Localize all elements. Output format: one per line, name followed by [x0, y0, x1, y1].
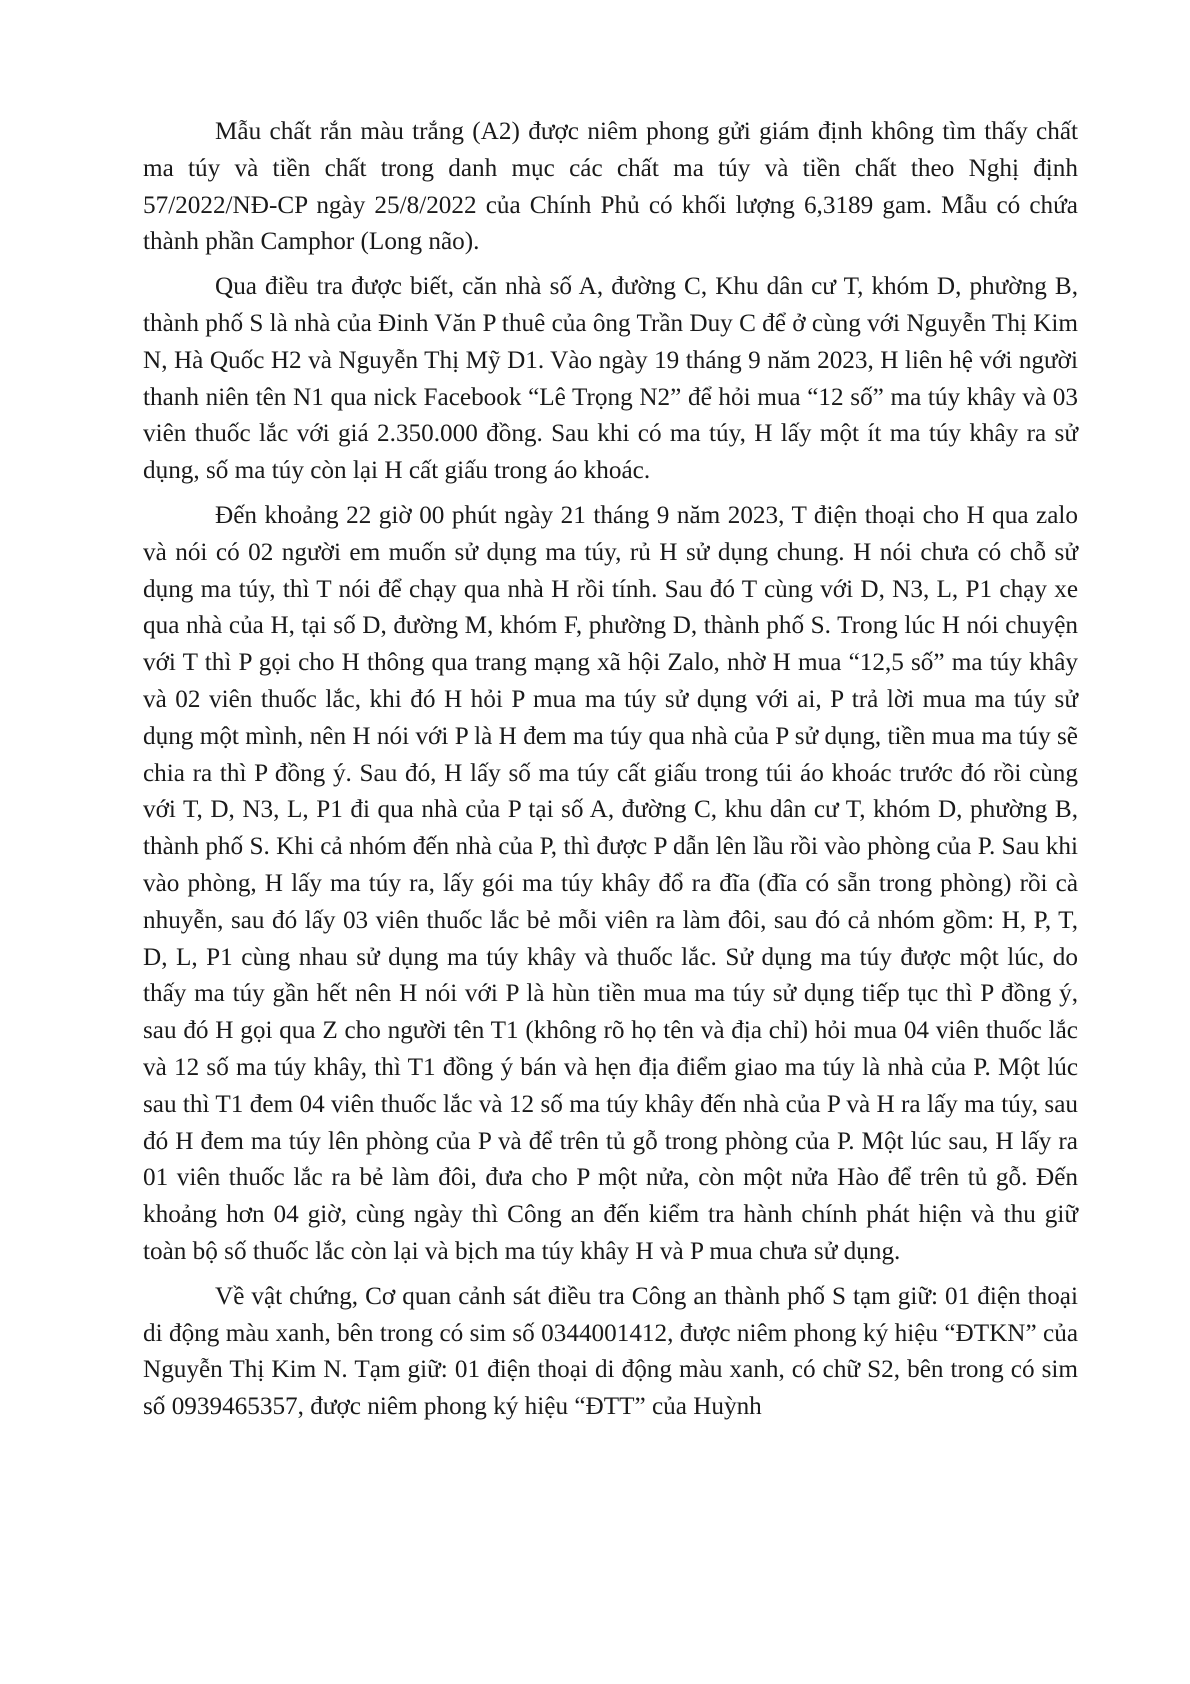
paragraph-incident-details: Đến khoảng 22 giờ 00 phút ngày 21 tháng 9 năm 2023, T điện thoại cho H qua zalo và nói có 02 người em muốn sử dụng ma túy, rủ H sử dụng chung. H nói chưa có chỗ sử dụng ma túy, thì T nói để chạy qua nhà H rồi tính. Sau đó T cùng với D, N3, L, P1 chạy xe qua nhà của H, tại số D, đường M, khóm F, phường D, thành phố S. Trong lúc H nói chuyện với T thì P gọi cho H thông qua trang mạng xã hội Zalo, nhờ H mua “12,5 số” ma túy khây và 02 viên thuốc lắc, khi đó H hỏi P mua ma túy sử dụng với ai, P trả lời mua ma túy sử dụng một mình, nên H nói với P là H đem ma túy qua nhà của P sử dụng, tiền mua ma túy sẽ chia ra thì P đồng ý. Sau đó, H lấy số ma túy cất giấu trong túi áo khoác trước đó rồi cùng với T, D, N3, L, P1 đi qua nhà của P tại số A, đường C, khu dân cư T, khóm D, phường B, thành phố S. Khi cả nhóm đến nhà của P, thì được P dẫn lên lầu rồi vào phòng của P. Sau khi vào phòng, H lấy ma túy ra, lấy gói ma túy khây đổ ra đĩa (đĩa có sẵn trong phòng) rồi cà nhuyễn, sau đó lấy 03 viên thuốc lắc bẻ mỗi viên ra làm đôi, sau đó cả nhóm gồm: H, P, T, D, L, P1 cùng nhau sử dụng ma túy khây và thuốc lắc. Sử dụng ma túy được một lúc, do thấy ma túy gần hết nên H nói với P là hùn tiền mua ma túy sử dụng tiếp tục thì P đồng ý, sau đó H gọi qua Z cho người tên T1 (không rõ họ tên và địa chỉ) hỏi mua 04 viên thuốc lắc và 12 số ma túy khây, thì T1 đồng ý bán và hẹn địa điểm giao ma túy là nhà của P. Một lúc sau thì T1 đem 04 viên thuốc lắc và 12 số ma túy khây đến nhà của P và H ra lấy ma túy, sau đó H đem ma túy lên phòng của P và để trên tủ gỗ trong phòng của P. Một lúc sau, H lấy ra 01 viên thuốc lắc ra bẻ làm đôi, đưa cho P một nửa, còn một nửa Hào để trên tủ gỗ. Đến khoảng hơn 04 giờ, cùng ngày thì Công an đến kiểm tra hành chính phát hiện và thu giữ toàn bộ số thuốc lắc còn lại và bịch ma túy khây H và P mua chưa sử dụng.: [143, 501, 1078, 1265]
paragraph-evidence: Về vật chứng, Cơ quan cảnh sát điều tra Công an thành phố S tạm giữ: 01 điện thoại di động màu xanh, bên trong có sim số 0344001412, được niêm phong ký hiệu “ĐTKN” của Nguyễn Thị Kim N. Tạm giữ: 01 điện thoại di động màu xanh, có chữ S2, bên trong có sim số 0939465357, được niêm phong ký hiệu “ĐTT” của Huỳnh: [143, 1282, 1078, 1421]
paragraph-sample-result: Mẫu chất rắn màu trắng (A2) được niêm phong gửi giám định không tìm thấy chất ma túy và tiền chất trong danh mục các chất ma túy và tiền chất theo Nghị định 57/2022/NĐ-CP ngày 25/8/2022 của Chính Phủ có khối lượng 6,3189 gam. Mẫu có chứa thành phần Camphor (Long não).: [143, 118, 1078, 256]
paragraph-investigation-background: Qua điều tra được biết, căn nhà số A, đường C, Khu dân cư T, khóm D, phường B, thành phố S là nhà của Đinh Văn P thuê của ông Trần Duy C để ở cùng với Nguyễn Thị Kim N, Hà Quốc H2 và Nguyễn Thị Mỹ D1. Vào ngày 19 tháng 9 năm 2023, H liên hệ với người thanh niên tên N1 qua nick Facebook “Lê Trọng N2” để hỏi mua “12 số” ma túy khây và 03 viên thuốc lắc với giá 2.350.000 đồng. Sau khi có ma túy, H lấy một ít ma túy khây ra sử dụng, số ma túy còn lại H cất giấu trong áo khoác.: [143, 273, 1078, 485]
document-page: [143, 114, 1078, 1434]
